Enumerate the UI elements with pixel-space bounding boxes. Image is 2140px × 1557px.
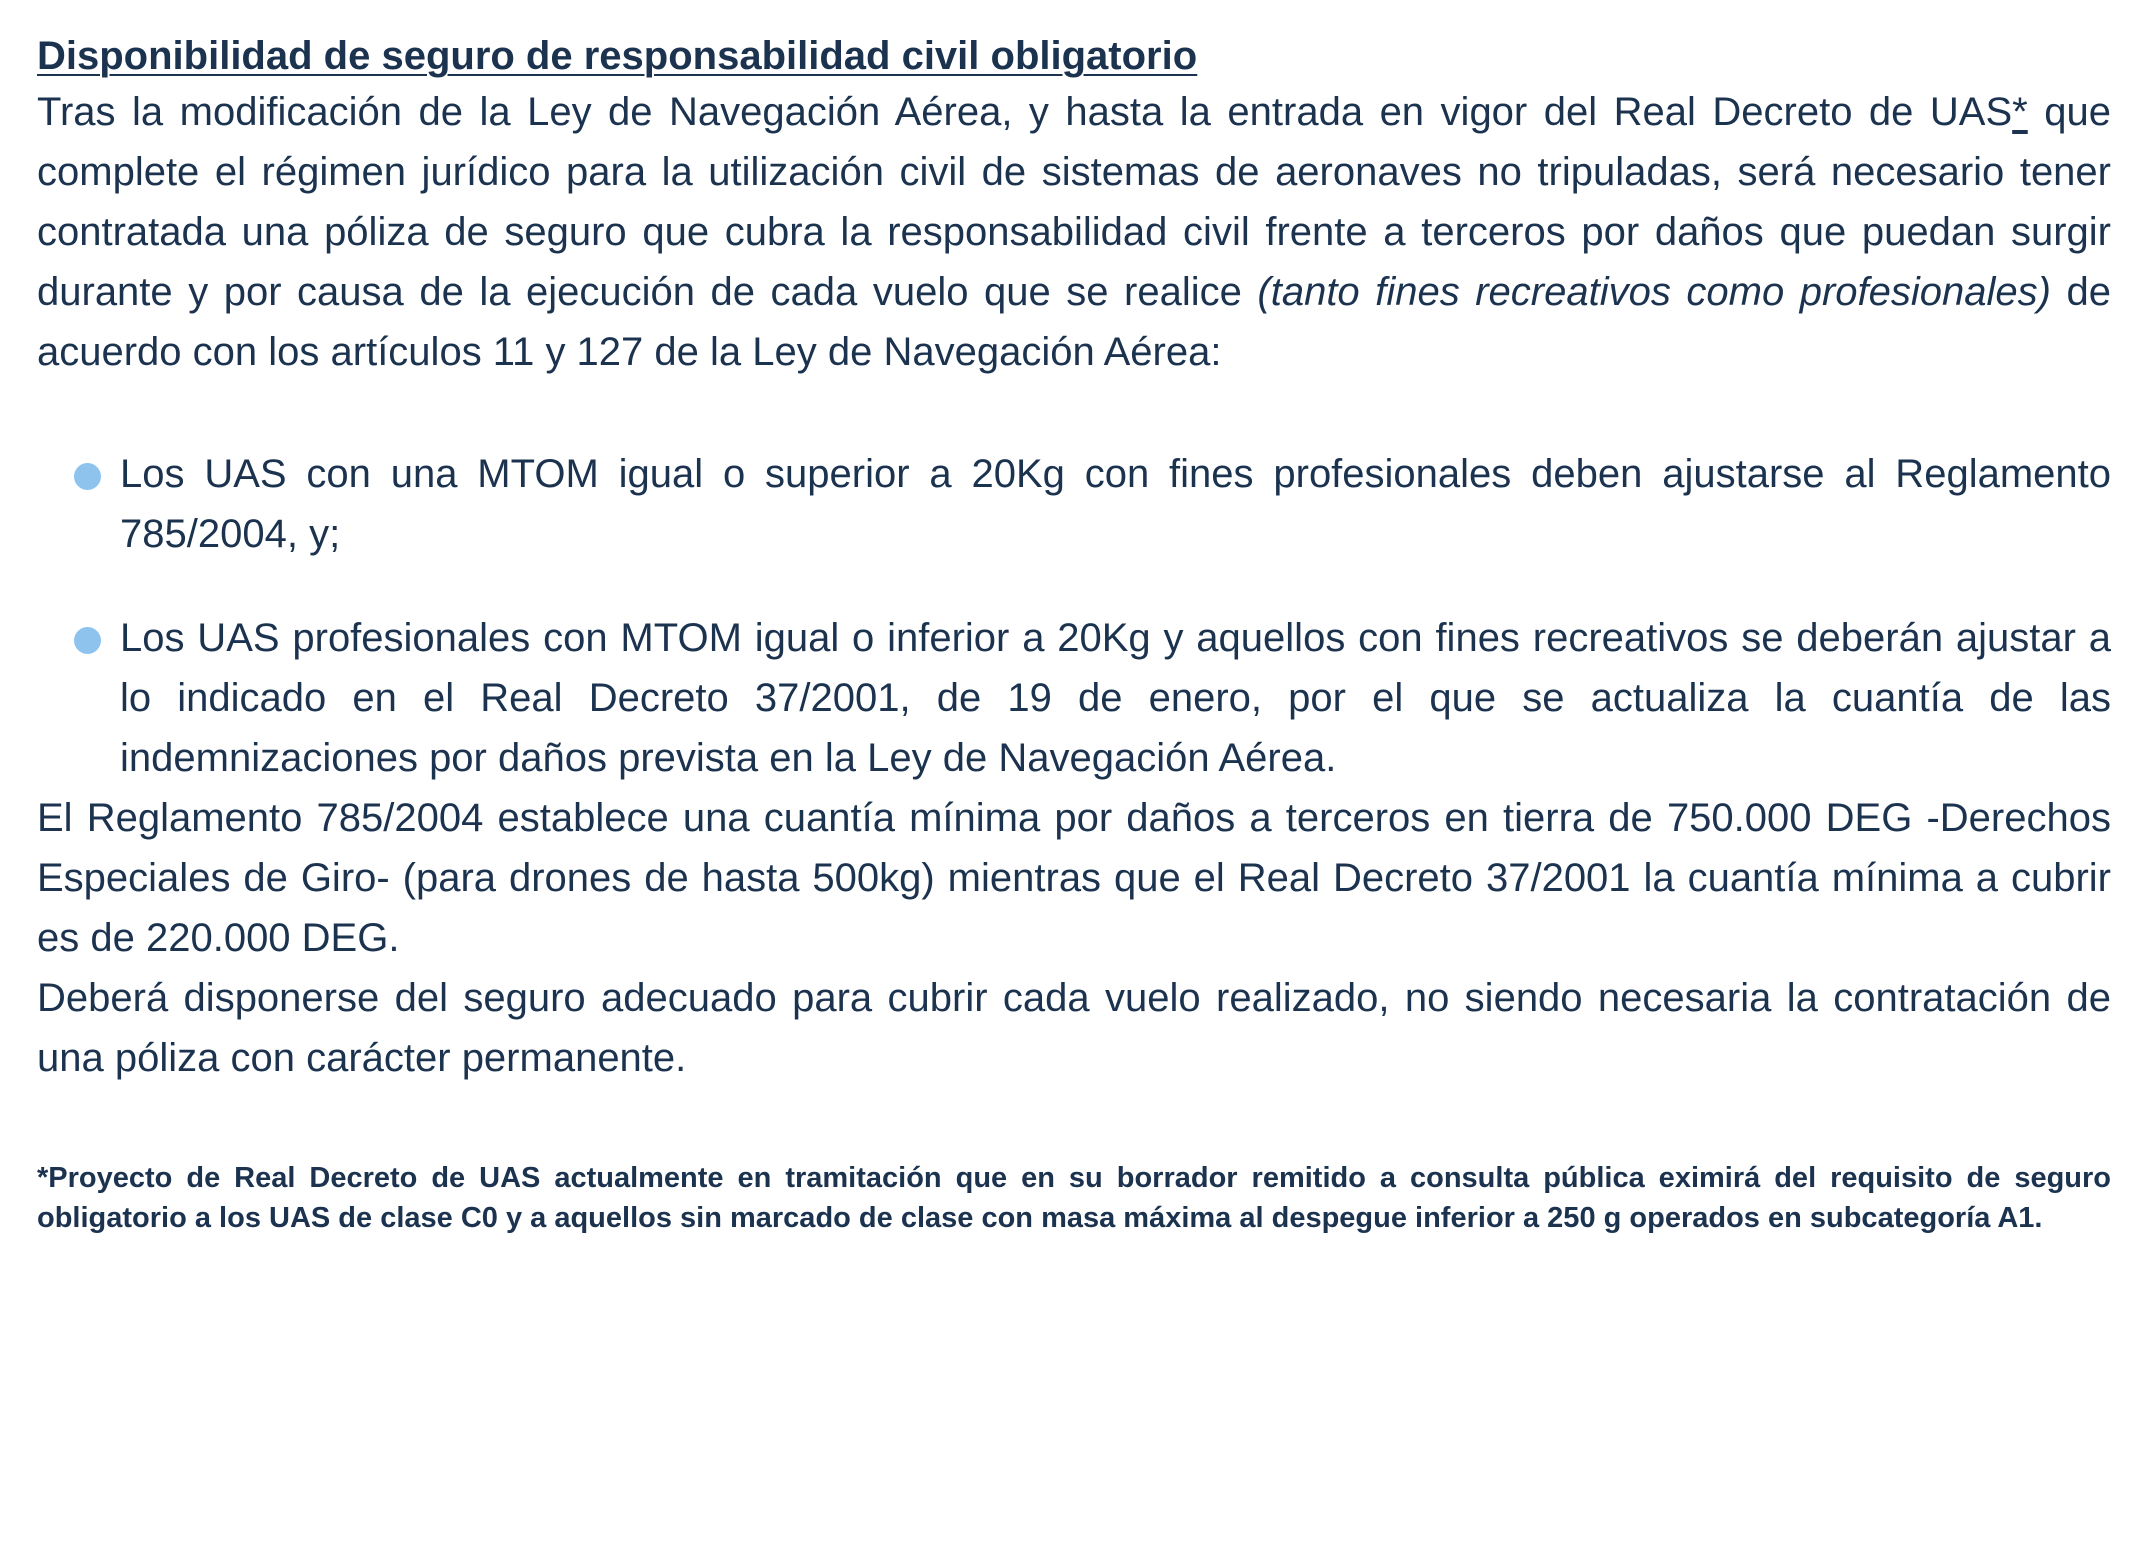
seguro-paragraph: Deberá disponerse del seguro adecuado para cubrir cada vuelo realizado, no siendo necesaria la contratación de una póliza con carácter permanente. [37,976,2111,1080]
reglamento-paragraph: El Reglamento 785/2004 establece una cuantía mínima por daños a terceros en tierra de 750.000 DEG -Derechos Especiales de Giro- (para drones de hasta 500kg) mientras que el Real Decreto 37/2001 la cuantía mínima a cubrir es de 220.000 DEG. [37,796,2111,960]
list-item-text: Los UAS con una MTOM igual o superior a 20Kg con fines profesionales deben ajustarse al Reglamento 785/2004, y; [120,452,2111,556]
requirements-list [37,444,2111,788]
bullet-dot-icon [74,463,101,490]
intro-paragraph [37,82,2111,382]
footnote: *Proyecto de Real Decreto de UAS actualmente en tramitación que en su borrador remitido a consulta pública eximirá del requisito de seguro obligatorio a los UAS de clase C0 y a aquellos sin marcado de clase con masa máxima al despegue inferior a 250 g operados en subcategoría A1. [37,1162,2111,1234]
list-item-text: Los UAS profesionales con MTOM igual o inferior a 20Kg y aquellos con fines recreativos se deberán ajustar a lo indicado en el Real Decreto 37/2001, de 19 de enero, por el que se actualiza la cuantía de las indemnizaciones por daños prevista en la Ley de Navegación Aérea. [120,616,2111,780]
list-item [37,608,2111,788]
section-title[interactable] [37,30,2111,82]
intro-text-start: Tras la modificación de la Ley de Navegación Aérea, y hasta la entrada en vigor del Real Decreto de UAS [37,90,2013,134]
intro-italic-text: (tanto fines recreativos como profesionales) [1257,270,2051,314]
section-title-link[interactable]: Disponibilidad de seguro de responsabilidad civil obligatorio [37,34,1198,78]
intro-text-end: de acuerdo con los artículos 11 y 127 de la Ley de Navegación Aérea: [37,270,2111,374]
bullet-dot-icon [74,627,101,654]
intro-text-middle: que complete el régimen jurídico para la utilización civil de sistemas de aeronaves no tripuladas, será necesario tener contratada una póliza de seguro que cubra la responsabilidad civil frente a terceros por daños que puedan surgir durante y por causa de la ejecución de cada vuelo que se realice [37,90,2111,314]
list-item [37,444,2111,564]
footnote-reference-link[interactable]: * [2012,90,2028,134]
